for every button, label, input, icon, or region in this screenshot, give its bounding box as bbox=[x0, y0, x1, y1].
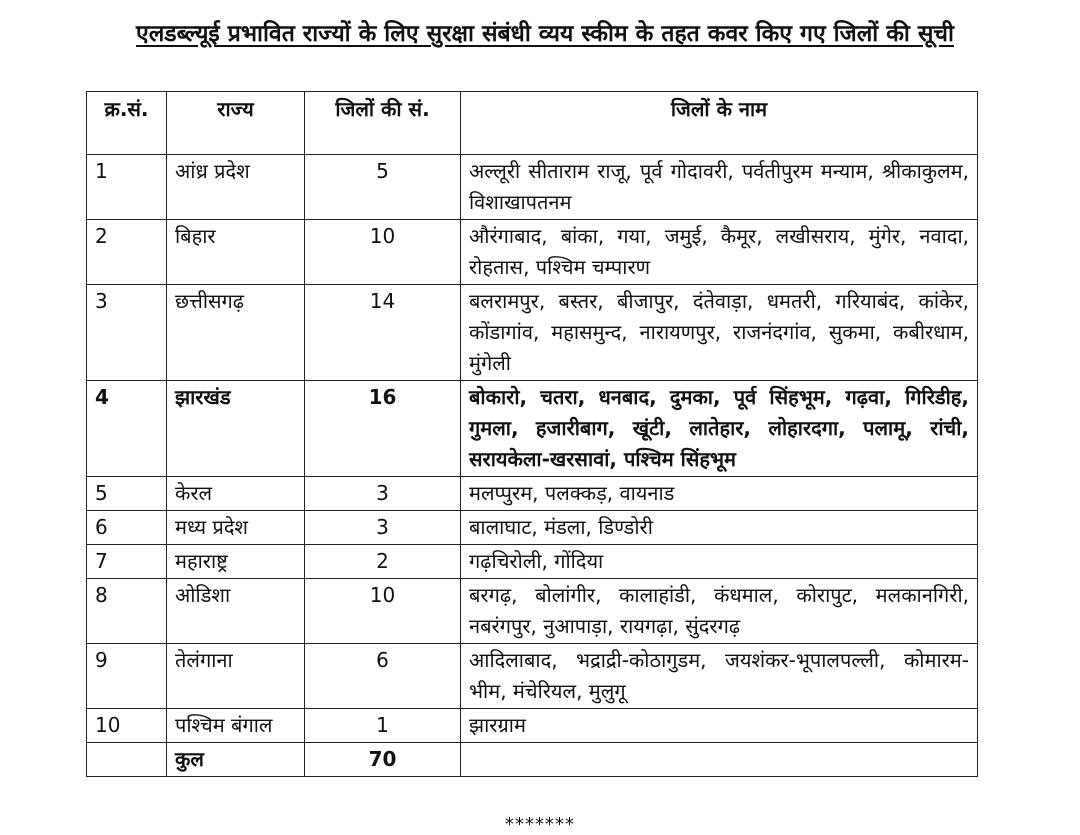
end-marker: ******* bbox=[505, 814, 575, 835]
row-state: छत्तीसगढ़ bbox=[167, 285, 305, 381]
total-serial-empty bbox=[87, 743, 167, 777]
row-serial: 9 bbox=[87, 644, 167, 709]
row-state: बिहार bbox=[167, 220, 305, 285]
row-district-names: बोकारो, चतरा, धनबाद, दुमका, पूर्व सिंहभूम, गढ़वा, गिरिडीह, गुमला, हजारीबाग, खूंटी, लातेहार, लोहारदगा, पलामू, रांची, सरायकेला-खरसावां, पश्चिम सिंहभूम bbox=[461, 381, 978, 477]
row-serial: 5 bbox=[87, 477, 167, 511]
total-label: कुल bbox=[167, 743, 305, 777]
row-serial: 3 bbox=[87, 285, 167, 381]
total-count: 70 bbox=[305, 743, 461, 777]
row-state: आंध्र प्रदेश bbox=[167, 155, 305, 220]
row-state: ओडिशा bbox=[167, 579, 305, 644]
districts-table bbox=[86, 91, 978, 777]
header-serial: क्र.सं. bbox=[87, 92, 167, 155]
row-state: मध्य प्रदेश bbox=[167, 511, 305, 545]
row-district-count: 14 bbox=[305, 285, 461, 381]
row-state: महाराष्ट्र bbox=[167, 545, 305, 579]
row-district-count: 10 bbox=[305, 579, 461, 644]
row-district-names: झारग्राम bbox=[461, 709, 978, 743]
row-serial: 6 bbox=[87, 511, 167, 545]
table-row bbox=[87, 220, 978, 285]
row-district-names: बालाघाट, मंडला, डिण्डोरी bbox=[461, 511, 978, 545]
row-serial: 10 bbox=[87, 709, 167, 743]
table-row bbox=[87, 709, 978, 743]
row-district-count: 3 bbox=[305, 511, 461, 545]
table-row bbox=[87, 644, 978, 709]
row-district-count: 1 bbox=[305, 709, 461, 743]
row-district-names: बलरामपुर, बस्तर, बीजापुर, दंतेवाड़ा, धमतरी, गरियाबंद, कांकेर, कोंडागांव, महासमुन्द, नारायणपुर, राजनंदगांव, सुकमा, कबीरधाम, मुंगेली bbox=[461, 285, 978, 381]
table-header-row bbox=[87, 92, 978, 155]
row-state: पश्चिम बंगाल bbox=[167, 709, 305, 743]
header-state: राज्य bbox=[167, 92, 305, 155]
document-title: एलडब्ल्यूई प्रभावित राज्यों के लिए सुरक्षा संबंधी व्यय स्कीम के तहत कवर किए गए जिलों की सूची bbox=[135, 21, 954, 47]
row-district-count: 10 bbox=[305, 220, 461, 285]
row-serial: 8 bbox=[87, 579, 167, 644]
row-district-names: मलप्पुरम, पलक्कड़, वायनाड bbox=[461, 477, 978, 511]
row-state: झारखंड bbox=[167, 381, 305, 477]
total-names-empty bbox=[461, 743, 978, 777]
row-district-count: 5 bbox=[305, 155, 461, 220]
row-serial: 1 bbox=[87, 155, 167, 220]
table-row bbox=[87, 545, 978, 579]
row-district-count: 2 bbox=[305, 545, 461, 579]
header-district-names: जिलों के नाम bbox=[461, 92, 978, 155]
row-state: तेलंगाना bbox=[167, 644, 305, 709]
row-district-names: आदिलाबाद, भद्राद्री-कोठागुडम, जयशंकर-भूपालपल्ली, कोमारम-भीम, मंचेरियल, मुलुगू bbox=[461, 644, 978, 709]
row-district-count: 3 bbox=[305, 477, 461, 511]
row-district-count: 6 bbox=[305, 644, 461, 709]
row-serial: 2 bbox=[87, 220, 167, 285]
table-row bbox=[87, 579, 978, 644]
row-serial: 4 bbox=[87, 381, 167, 477]
row-serial: 7 bbox=[87, 545, 167, 579]
row-district-names: अल्लूरी सीताराम राजू, पूर्व गोदावरी, पर्वतीपुरम मन्याम, श्रीकाकुलम, विशाखापतनम bbox=[461, 155, 978, 220]
table-row bbox=[87, 477, 978, 511]
header-district-count: जिलों की सं. bbox=[305, 92, 461, 155]
table-row bbox=[87, 155, 978, 220]
table-row bbox=[87, 381, 978, 477]
row-district-names: गढ़चिरोली, गोंदिया bbox=[461, 545, 978, 579]
total-row bbox=[87, 743, 978, 777]
table-row bbox=[87, 511, 978, 545]
table-row bbox=[87, 285, 978, 381]
row-state: केरल bbox=[167, 477, 305, 511]
row-district-names: औरंगाबाद, बांका, गया, जमुई, कैमूर, लखीसराय, मुंगेर, नवादा, रोहतास, पश्चिम चम्पारण bbox=[461, 220, 978, 285]
row-district-names: बरगढ़, बोलांगीर, कालाहांडी, कंधमाल, कोरापुट, मलकानगिरी, नबरंगपुर, नुआपाड़ा, रायगढ़ा, सुंदरगढ़ bbox=[461, 579, 978, 644]
row-district-count: 16 bbox=[305, 381, 461, 477]
